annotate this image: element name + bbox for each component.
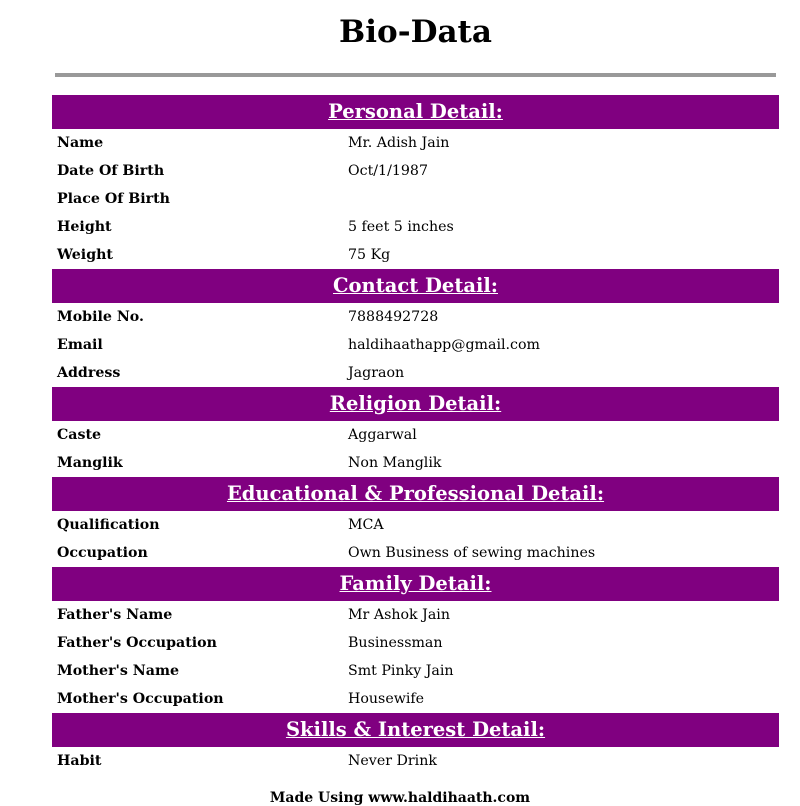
detail-label: Date Of Birth	[57, 163, 165, 179]
detail-row-manglik	[52, 449, 779, 477]
detail-row-occupation	[52, 539, 779, 567]
detail-row-mobile-no	[52, 303, 779, 331]
detail-value: Housewife	[348, 691, 425, 707]
detail-value: Oct/1/1987	[348, 163, 428, 179]
detail-value: Never Drink	[348, 753, 437, 769]
detail-value: 5 feet 5 inches	[348, 219, 454, 235]
detail-label: Caste	[57, 427, 102, 443]
section-heading-contact-detail: Contact Detail:	[52, 269, 779, 303]
detail-row-height	[52, 213, 779, 241]
detail-label: Weight	[57, 247, 113, 263]
detail-row-date-of-birth	[52, 157, 779, 185]
detail-value: Jagraon	[348, 365, 405, 381]
detail-value: 7888492728	[348, 309, 439, 325]
detail-label: Qualification	[57, 517, 160, 533]
detail-row-email	[52, 331, 779, 359]
section-heading-religion-detail: Religion Detail:	[52, 387, 779, 421]
detail-label: Father's Occupation	[57, 635, 217, 651]
detail-row-place-of-birth	[52, 185, 779, 213]
page-title: Bio-Data	[339, 14, 492, 50]
detail-row-father-s-name	[52, 601, 779, 629]
section-heading-skills-interest-detail: Skills & Interest Detail:	[52, 713, 779, 747]
detail-value: Smt Pinky Jain	[348, 663, 454, 679]
detail-label: Father's Name	[57, 607, 173, 623]
detail-row-qualification	[52, 511, 779, 539]
detail-label: Email	[57, 337, 103, 353]
title-divider	[55, 73, 776, 77]
section-heading-personal-detail: Personal Detail:	[52, 95, 779, 129]
detail-value: Non Manglik	[348, 455, 442, 471]
detail-value: haldihaathapp@gmail.com	[348, 337, 540, 353]
detail-label: Habit	[57, 753, 102, 769]
detail-label: Manglik	[57, 455, 123, 471]
section-heading-educational-professional-detail: Educational & Professional Detail:	[52, 477, 779, 511]
detail-label: Mobile No.	[57, 309, 144, 325]
detail-row-weight	[52, 241, 779, 269]
detail-row-habit	[52, 747, 779, 775]
detail-row-address	[52, 359, 779, 387]
detail-label: Address	[57, 365, 121, 381]
detail-value: Mr. Adish Jain	[348, 135, 450, 151]
section-heading-family-detail: Family Detail:	[52, 567, 779, 601]
detail-value: Businessman	[348, 635, 443, 651]
detail-row-mother-s-occupation	[52, 685, 779, 713]
detail-label: Place Of Birth	[57, 191, 170, 207]
detail-label: Mother's Name	[57, 663, 180, 679]
detail-label: Height	[57, 219, 112, 235]
detail-row-caste	[52, 421, 779, 449]
detail-value: MCA	[348, 517, 384, 533]
detail-value: Mr Ashok Jain	[348, 607, 450, 623]
footer-credit: Made Using www.haldihaath.com	[269, 790, 531, 806]
detail-label: Occupation	[57, 545, 148, 561]
detail-value: 75 Kg	[348, 247, 391, 263]
detail-value: Aggarwal	[348, 427, 417, 443]
detail-label: Name	[57, 135, 104, 151]
biodata-sheet	[52, 95, 779, 775]
detail-value: Own Business of sewing machines	[348, 545, 596, 561]
detail-row-father-s-occupation	[52, 629, 779, 657]
detail-row-mother-s-name	[52, 657, 779, 685]
detail-row-name	[52, 129, 779, 157]
detail-label: Mother's Occupation	[57, 691, 224, 707]
